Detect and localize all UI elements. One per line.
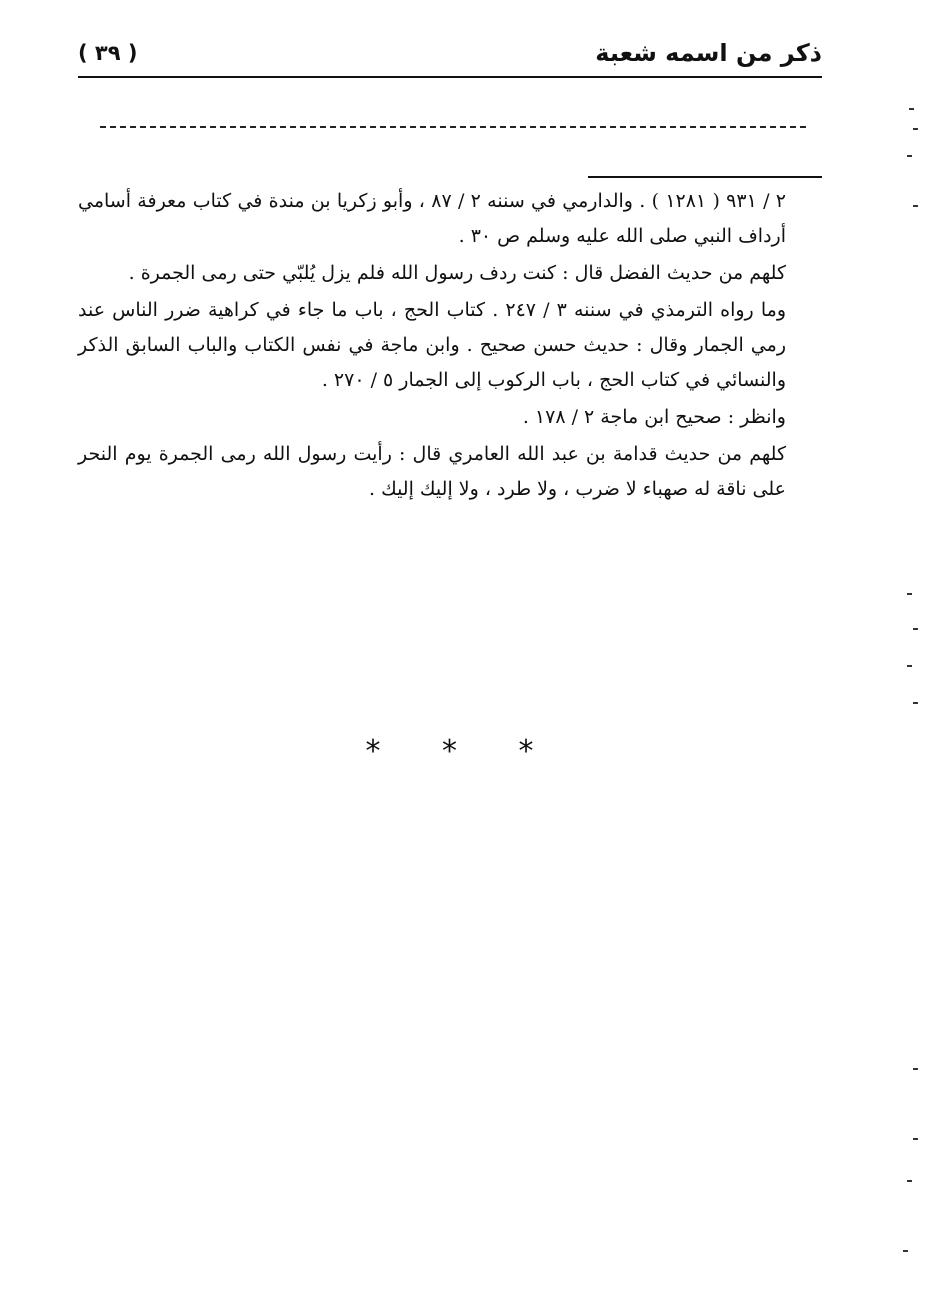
footnote-paragraph: كلهم من حديث الفضل قال : كنت ردف رسول الله فلم يزل يُلبّي حتى رمى الجمرة . xyxy=(128,262,786,284)
scan-speck xyxy=(907,665,912,667)
scan-speck xyxy=(903,1250,908,1252)
footnote-paragraph: وانظر : صحيح ابن ماجة ٢ / ١٧٨ . xyxy=(522,406,786,428)
running-title: ذكر من اسمه شعبة xyxy=(595,39,822,67)
scan-speck xyxy=(913,1138,918,1140)
footnote-paragraph: وما رواه الترمذي في سننه ٣ / ٢٤٧ . كتاب الحج ، باب ما جاء في كراهية ضرر الناس عند رمي الجمار وقال : حديث حسن صحيح . وابن ماجة في نفس الكتاب والباب السابق الذكر والنسائي في كتاب الحج ، باب الركوب إلى الجمار ٥ / ٢٧٠ . xyxy=(78,299,786,391)
scan-speck xyxy=(913,702,918,704)
footnotes xyxy=(78,184,786,509)
header-rule xyxy=(78,76,822,78)
scan-speck xyxy=(909,108,914,110)
page-header xyxy=(78,36,822,74)
scan-speck xyxy=(913,205,918,207)
scan-speck xyxy=(907,1180,912,1182)
scan-speck xyxy=(913,128,918,130)
scan-speck xyxy=(907,155,912,157)
scan-speck xyxy=(913,628,918,630)
page-number: ( ٣٩ ) xyxy=(78,41,138,65)
scan-speck xyxy=(907,593,912,595)
scan-speck xyxy=(913,1068,918,1070)
section-end-ornament: * * * xyxy=(365,734,560,769)
footnote-paragraph: ٢ / ٩٣١ ( ١٢٨١ ) . والدارمي في سننه ٢ / ٨٧ ، وأبو زكريا بن مندة في كتاب معرفة أسامي أرداف النبي صلى الله عليه وسلم ص ٣٠ . xyxy=(78,190,786,247)
footnote-rule xyxy=(588,176,822,178)
dashed-separator xyxy=(100,126,806,128)
footnote-paragraph: كلهم من حديث قدامة بن عبد الله العامري قال : رأيت رسول الله رمى الجمرة يوم النحر على ناقة له صهباء لا ضرب ، ولا طرد ، ولا إليك إليك . xyxy=(78,443,786,500)
